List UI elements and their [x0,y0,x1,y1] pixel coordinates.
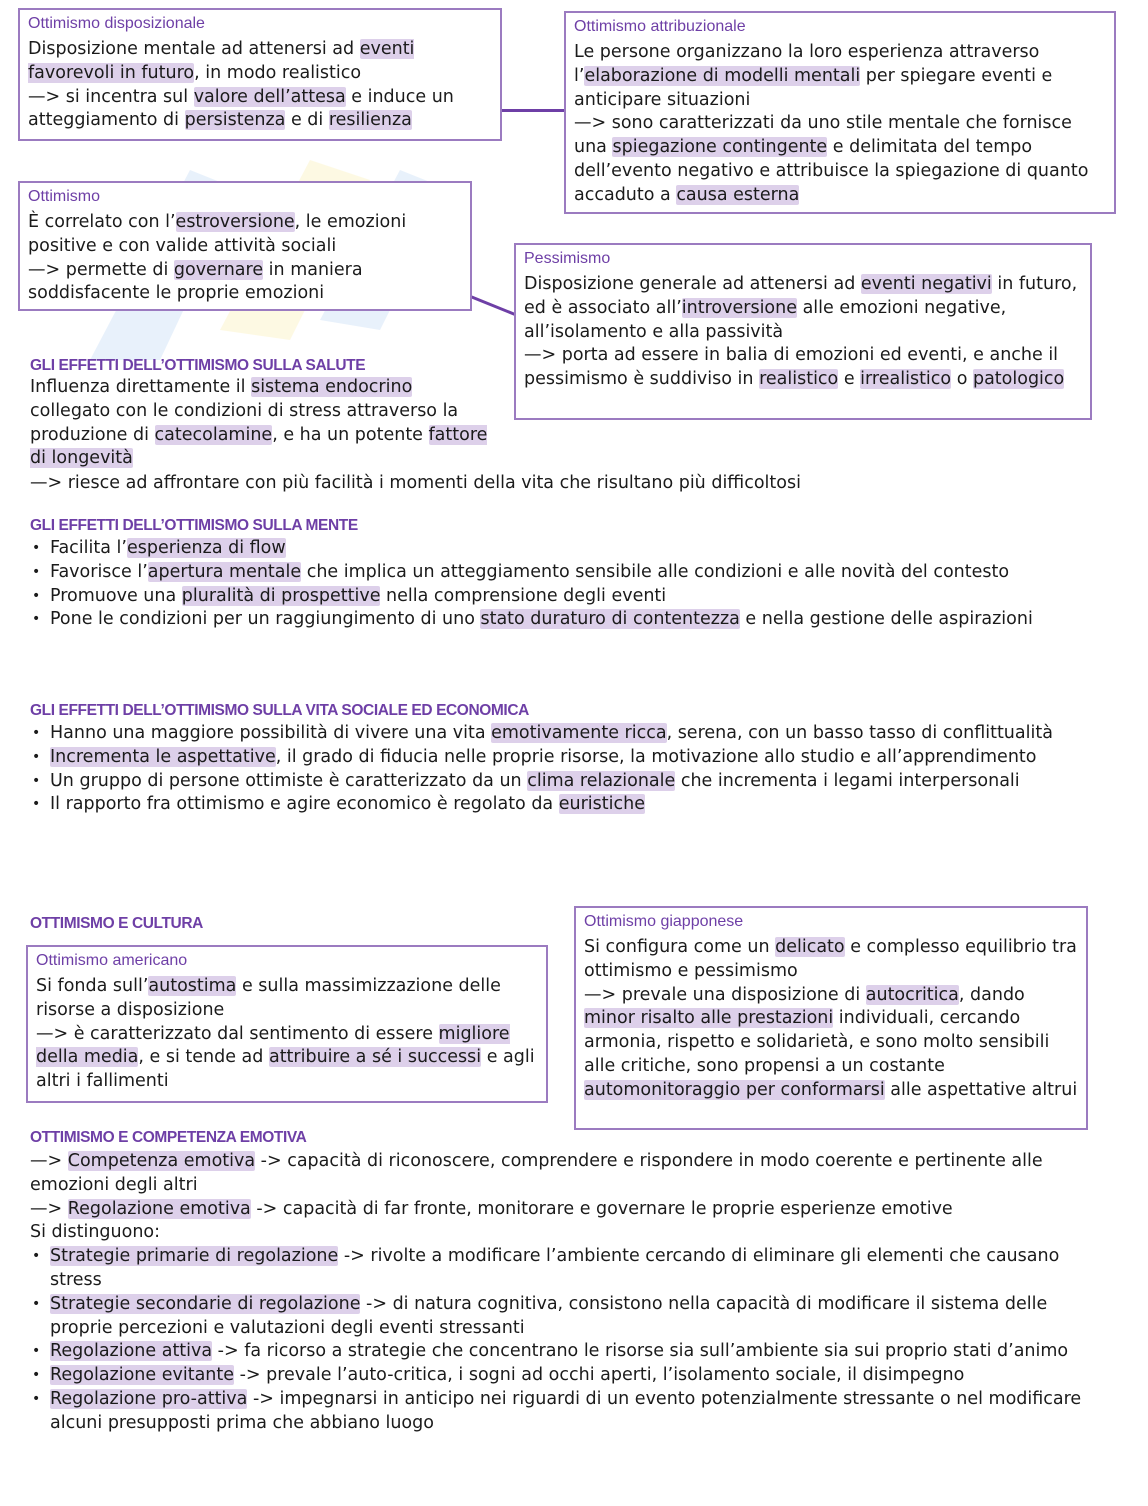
box-body: Si fonda sull’autostima e sulla massimizzazione delle risorse a disposizione —> è caratterizzato dal sentimento di essere migliore della media, e si tende ad attribuire a sé i successi e agli altri i fallimenti [36,976,535,1092]
paragraph-salute: Influenza direttamente il sistema endocrino collegato con le condizioni di stress attraverso la produzione di catecolamine, e ha un potente fattore di longevità [30,377,488,469]
highlight: resilienza [328,110,412,131]
heading-vita-sociale: GLI EFFETTI DELL’OTTIMISMO SULLA VITA SOCIALE ED ECONOMICA [30,702,529,719]
box-title: Ottimismo [28,188,100,205]
box-ottimismo-disposizionale [18,8,502,141]
highlight: autocritica [865,984,959,1005]
text-line: —> Regolazione emotiva -> capacità di far fronte, monitorare e governare le proprie esperienze emotive [30,1198,953,1219]
highlight: persistenza [184,110,286,131]
highlight: Regolazione pro-attiva [50,1388,248,1409]
list-item: • Favorisce l’apertura mentale che implica un atteggiamento sensibile alle condizioni e alle novità del contesto [30,561,1090,585]
connector-line-middle [467,294,520,318]
list-item: • Regolazione pro-attiva -> impegnarsi in anticipo nei riguardi di un evento potenzialmente stressante o nel modificare alcuni presupposti prima che abbiano luogo [30,1388,1110,1436]
highlight: euristiche [558,794,645,815]
list-item: • Il rapporto fra ottimismo e agire economico è regolato da euristiche [30,793,1090,817]
text-line: —> Competenza emotiva -> capacità di riconoscere, comprendere e rispondere in modo coerente e pertinente alle emozioni degli altri [30,1151,1043,1195]
list-item: • Facilita l’esperienza di flow [30,537,1090,561]
box-body: È correlato con l’estroversione, le emozioni positive e con valide attività sociali —> permette di governare in maniera soddisfacente le proprie emozioni [28,212,407,304]
list-item: • Regolazione evitante -> prevale l’auto-critica, i sogni ad occhi aperti, l’isolamento sociale, il disimpegno [30,1364,1110,1388]
highlight: esperienza di flow [126,538,286,558]
highlight: stato duraturo di contentezza [480,609,740,630]
box-body: Disposizione generale ad attenersi ad eventi negativi in futuro, ed è associato all’introversione alle emozioni negative, all’isolamento e alla passività —> porta ad essere in balia di emozioni ed eventi, e anche il pessimismo è suddiviso in realistico e irrealistico o patologico [524,274,1078,390]
highlight: Strategie primarie di regolazione [50,1246,339,1267]
heading-mente: GLI EFFETTI DELL’OTTIMISMO SULLA MENTE [30,517,358,534]
connector-line-top [498,109,566,112]
list-item: • Promuove una pluralità di prospettive nella comprensione degli eventi [30,585,1090,609]
box-ottimismo [18,181,472,311]
box-title: Ottimismo attribuzionale [574,18,746,35]
box-ottimismo-americano [26,945,548,1103]
highlight: attribuire a sé i successi [268,1047,482,1068]
heading-cultura: OTTIMISMO E CULTURA [30,915,203,932]
highlight: automonitoraggio per conformarsi [584,1079,885,1100]
highlight: emotivamente ricca [491,723,667,743]
list-item: • Strategie secondarie di regolazione -> di natura cognitiva, consistono nella capacità di modificare il sistema delle proprie percezioni e valutazioni degli eventi stressanti [30,1293,1110,1341]
highlight: eventi negativi [860,274,992,294]
box-title: Ottimismo giapponese [584,913,744,930]
box-title: Pessimismo [524,250,611,267]
list-item: • Pone le condizioni per un raggiungimento di uno stato duraturo di contentezza e nella gestione delle aspirazioni [30,608,1090,632]
highlight: minor risalto alle prestazioni [584,1008,834,1029]
highlight: irrealistico [860,369,952,390]
highlight: migliore della media [36,1023,510,1068]
highlight: Regolazione emotiva [67,1198,251,1219]
list-mente [30,537,1090,632]
highlight: apertura mentale [147,561,302,582]
highlight: catecolamine [154,424,273,445]
list-item: • Un gruppo di persone ottimiste è caratterizzato da un clima relazionale che incrementa i legami interpersonali [30,770,1090,794]
box-title: Ottimismo americano [36,952,188,969]
highlight: delicato [775,937,845,957]
highlight: causa esterna [676,184,800,205]
highlight: realistico [759,369,839,390]
highlight: eventi favorevoli in futuro [28,39,415,83]
highlight: valore dell’attesa [193,86,346,107]
highlight: estroversione [175,212,295,232]
box-ottimismo-attribuzionale [564,11,1116,214]
highlight: spiegazione contingente [612,137,828,158]
highlight: autostima [148,976,237,996]
highlight: Incrementa le aspettative [50,746,276,767]
heading-competenza-emotiva: OTTIMISMO E COMPETENZA EMOTIVA [30,1129,307,1146]
box-body: Disposizione mentale ad attenersi ad eventi favorevoli in futuro, in modo realistico —> si incentra sul valore dell’attesa e induce un atteggiamento di persistenza e di resilienza [28,39,454,131]
highlight: fattore di longevità [30,424,488,469]
heading-salute: GLI EFFETTI DELL’OTTIMISMO SULLA SALUTE [30,357,366,374]
list-item: • Hanno una maggiore possibilità di vivere una vita emotivamente ricca, serena, con un basso tasso di conflittualità [30,722,1090,746]
highlight: pluralità di prospettive [181,585,381,606]
highlight: Strategie secondarie di regolazione [50,1293,361,1314]
paragraph-salute-arrow: —> riesce ad affrontare con più facilità i momenti della vita che risultano più difficoltosi [30,473,801,493]
highlight: Competenza emotiva [67,1151,256,1171]
box-title: Ottimismo disposizionale [28,15,205,32]
box-ottimismo-giapponese [574,906,1088,1130]
box-pessimismo [514,243,1092,420]
list-item: • Regolazione attiva -> fa ricorso a strategie che concentrano le risorse sia sull’ambiente sia sui proprio stati d’animo [30,1340,1110,1364]
text-line: Si distinguono: [30,1222,161,1243]
list-vita-sociale [30,722,1090,817]
highlight: clima relazionale [527,770,676,791]
box-body: Le persone organizzano la loro esperienza attraverso l’elaborazione di modelli mentali per spiegare eventi e anticipare situazioni —> sono caratterizzati da uno stile mentale che fornisce una spiegazione contingente e delimitata del tempo dell’evento negativo e attribuisce la spiegazione di quanto accaduto a causa esterna [574,42,1089,205]
highlight: introversione [681,297,797,318]
list-item: • Incrementa le aspettative, il grado di fiducia nelle proprie risorse, la motivazione allo studio e all’apprendimento [30,746,1090,770]
highlight: sistema endocrino [251,377,413,397]
list-item: • Strategie primarie di regolazione -> rivolte a modificare l’ambiente cercando di eliminare gli elementi che causano stress [30,1245,1110,1293]
highlight: elaborazione di modelli mentali [584,65,861,86]
highlight: Regolazione evitante [50,1365,235,1386]
box-body: Si configura come un delicato e complesso equilibrio tra ottimismo e pessimismo —> prevale una disposizione di autocritica, dando minor risalto alle prestazioni individuali, cercando armonia, rispetto e solidarietà, e sono molto sensibili alle critiche, sono propensi a un costante automonitoraggio per conformarsi alle aspettative altrui [584,937,1078,1100]
highlight: governare [173,259,264,280]
highlight: patologico [972,369,1065,390]
paragraph-competenza-emotiva [30,1150,1110,1436]
highlight: Regolazione attiva [50,1341,213,1362]
